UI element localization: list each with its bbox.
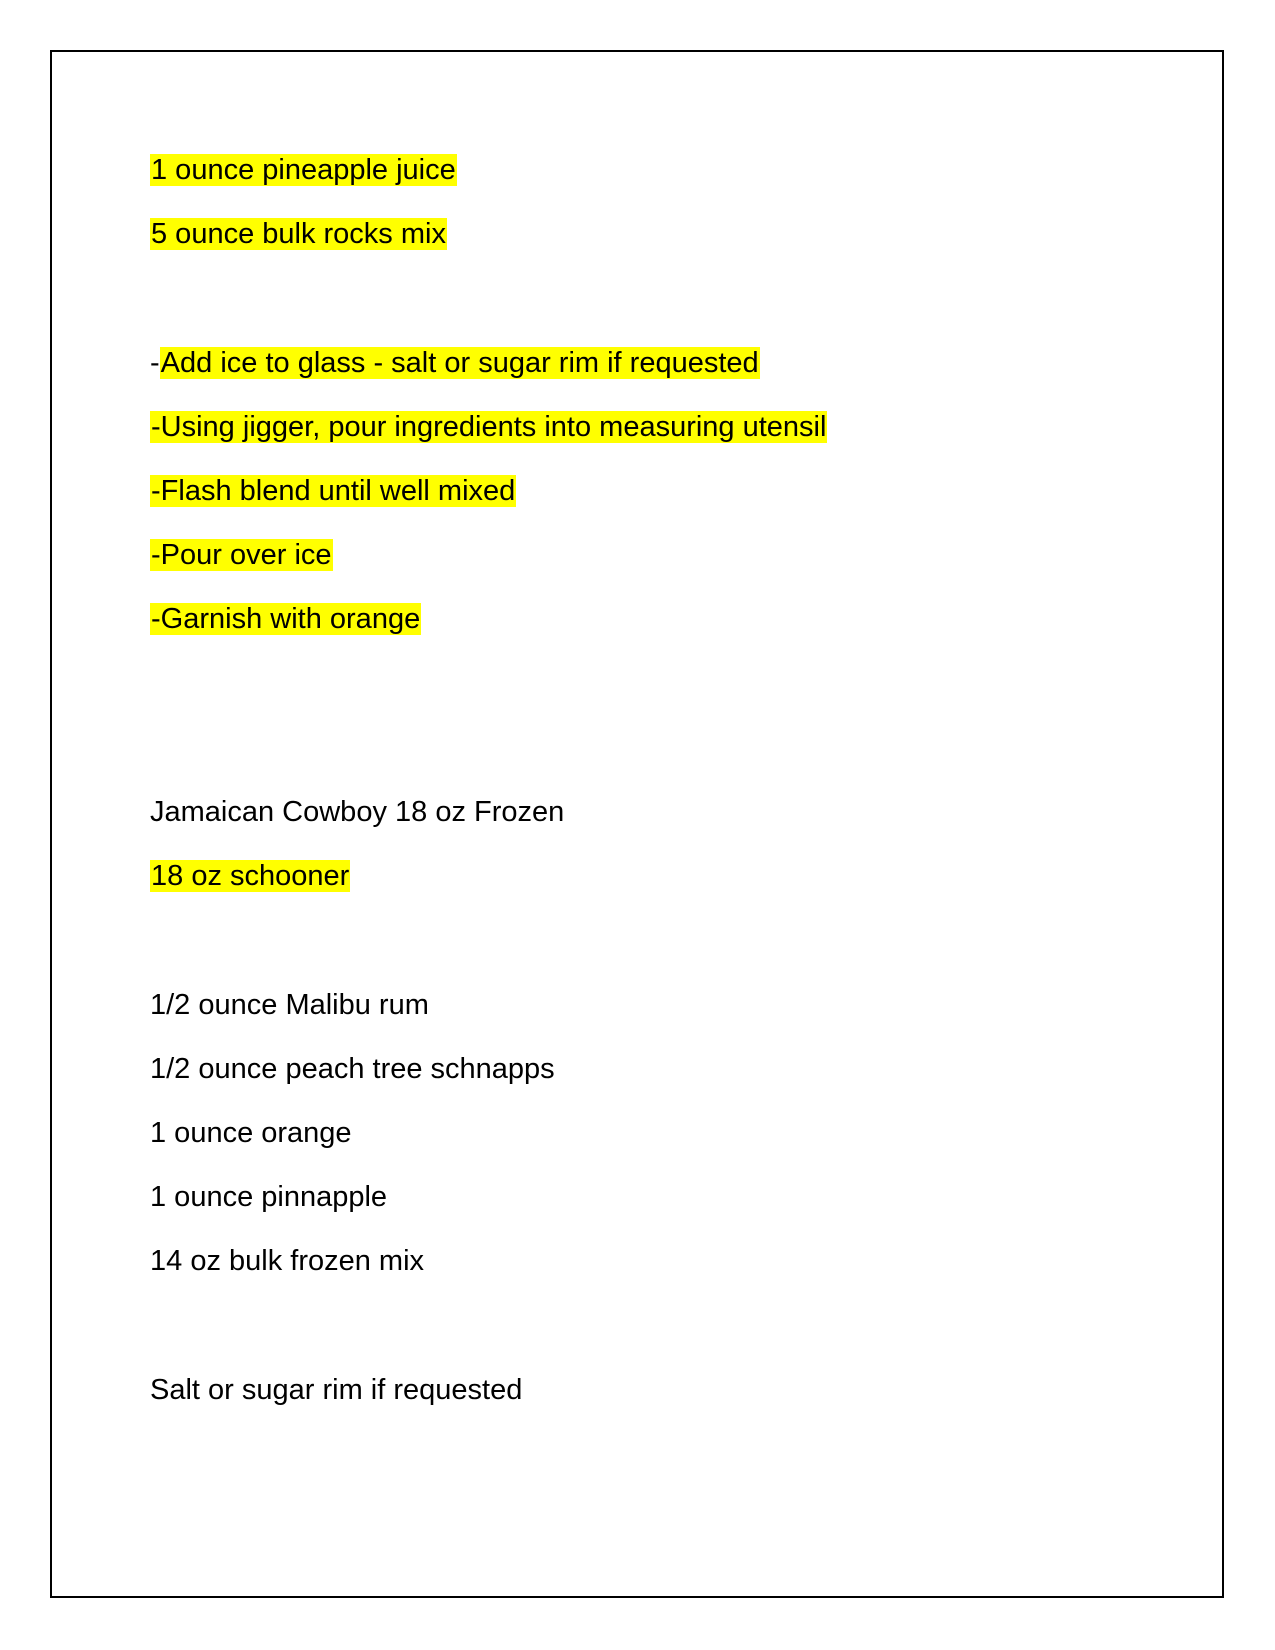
step-prefix: - bbox=[150, 347, 160, 379]
ingredient-line bbox=[150, 213, 447, 255]
step-text: Flash blend until well mixed bbox=[160, 475, 516, 507]
highlighted-text: 5 ounce bulk rocks mix bbox=[151, 218, 446, 250]
recipe-glass: 18 oz schooner bbox=[151, 860, 350, 892]
recipe-ingredient: 1/2 ounce Malibu rum bbox=[150, 989, 429, 1021]
recipe-ingredient: 1 ounce orange bbox=[150, 1117, 352, 1149]
step-prefix: - bbox=[151, 411, 161, 443]
step-line bbox=[150, 342, 760, 384]
recipe-ingredient: 1/2 ounce peach tree schnapps bbox=[150, 1053, 555, 1085]
recipe-note: Salt or sugar rim if requested bbox=[150, 1374, 523, 1406]
step-text: Pour over ice bbox=[160, 539, 332, 571]
step-text: Garnish with orange bbox=[160, 603, 421, 635]
ingredient-line bbox=[150, 149, 457, 191]
step-prefix: - bbox=[151, 603, 161, 635]
recipe-ingredient: 1 ounce pinnapple bbox=[150, 1181, 388, 1213]
recipe-ingredient: 14 oz bulk frozen mix bbox=[150, 1245, 425, 1277]
recipe-title: Jamaican Cowboy 18 oz Frozen bbox=[150, 796, 565, 828]
recipe-glass-line bbox=[150, 855, 350, 897]
step-prefix: - bbox=[151, 539, 161, 571]
step-line bbox=[150, 598, 421, 640]
step-text: Using jigger, pour ingredients into measuring utensil bbox=[160, 411, 827, 443]
step-line bbox=[150, 406, 827, 448]
step-text: Add ice to glass - salt or sugar rim if requested bbox=[160, 347, 759, 379]
step-line bbox=[150, 534, 333, 576]
step-prefix: - bbox=[151, 475, 161, 507]
step-line bbox=[150, 470, 516, 512]
highlighted-text: 1 ounce pineapple juice bbox=[151, 154, 456, 186]
